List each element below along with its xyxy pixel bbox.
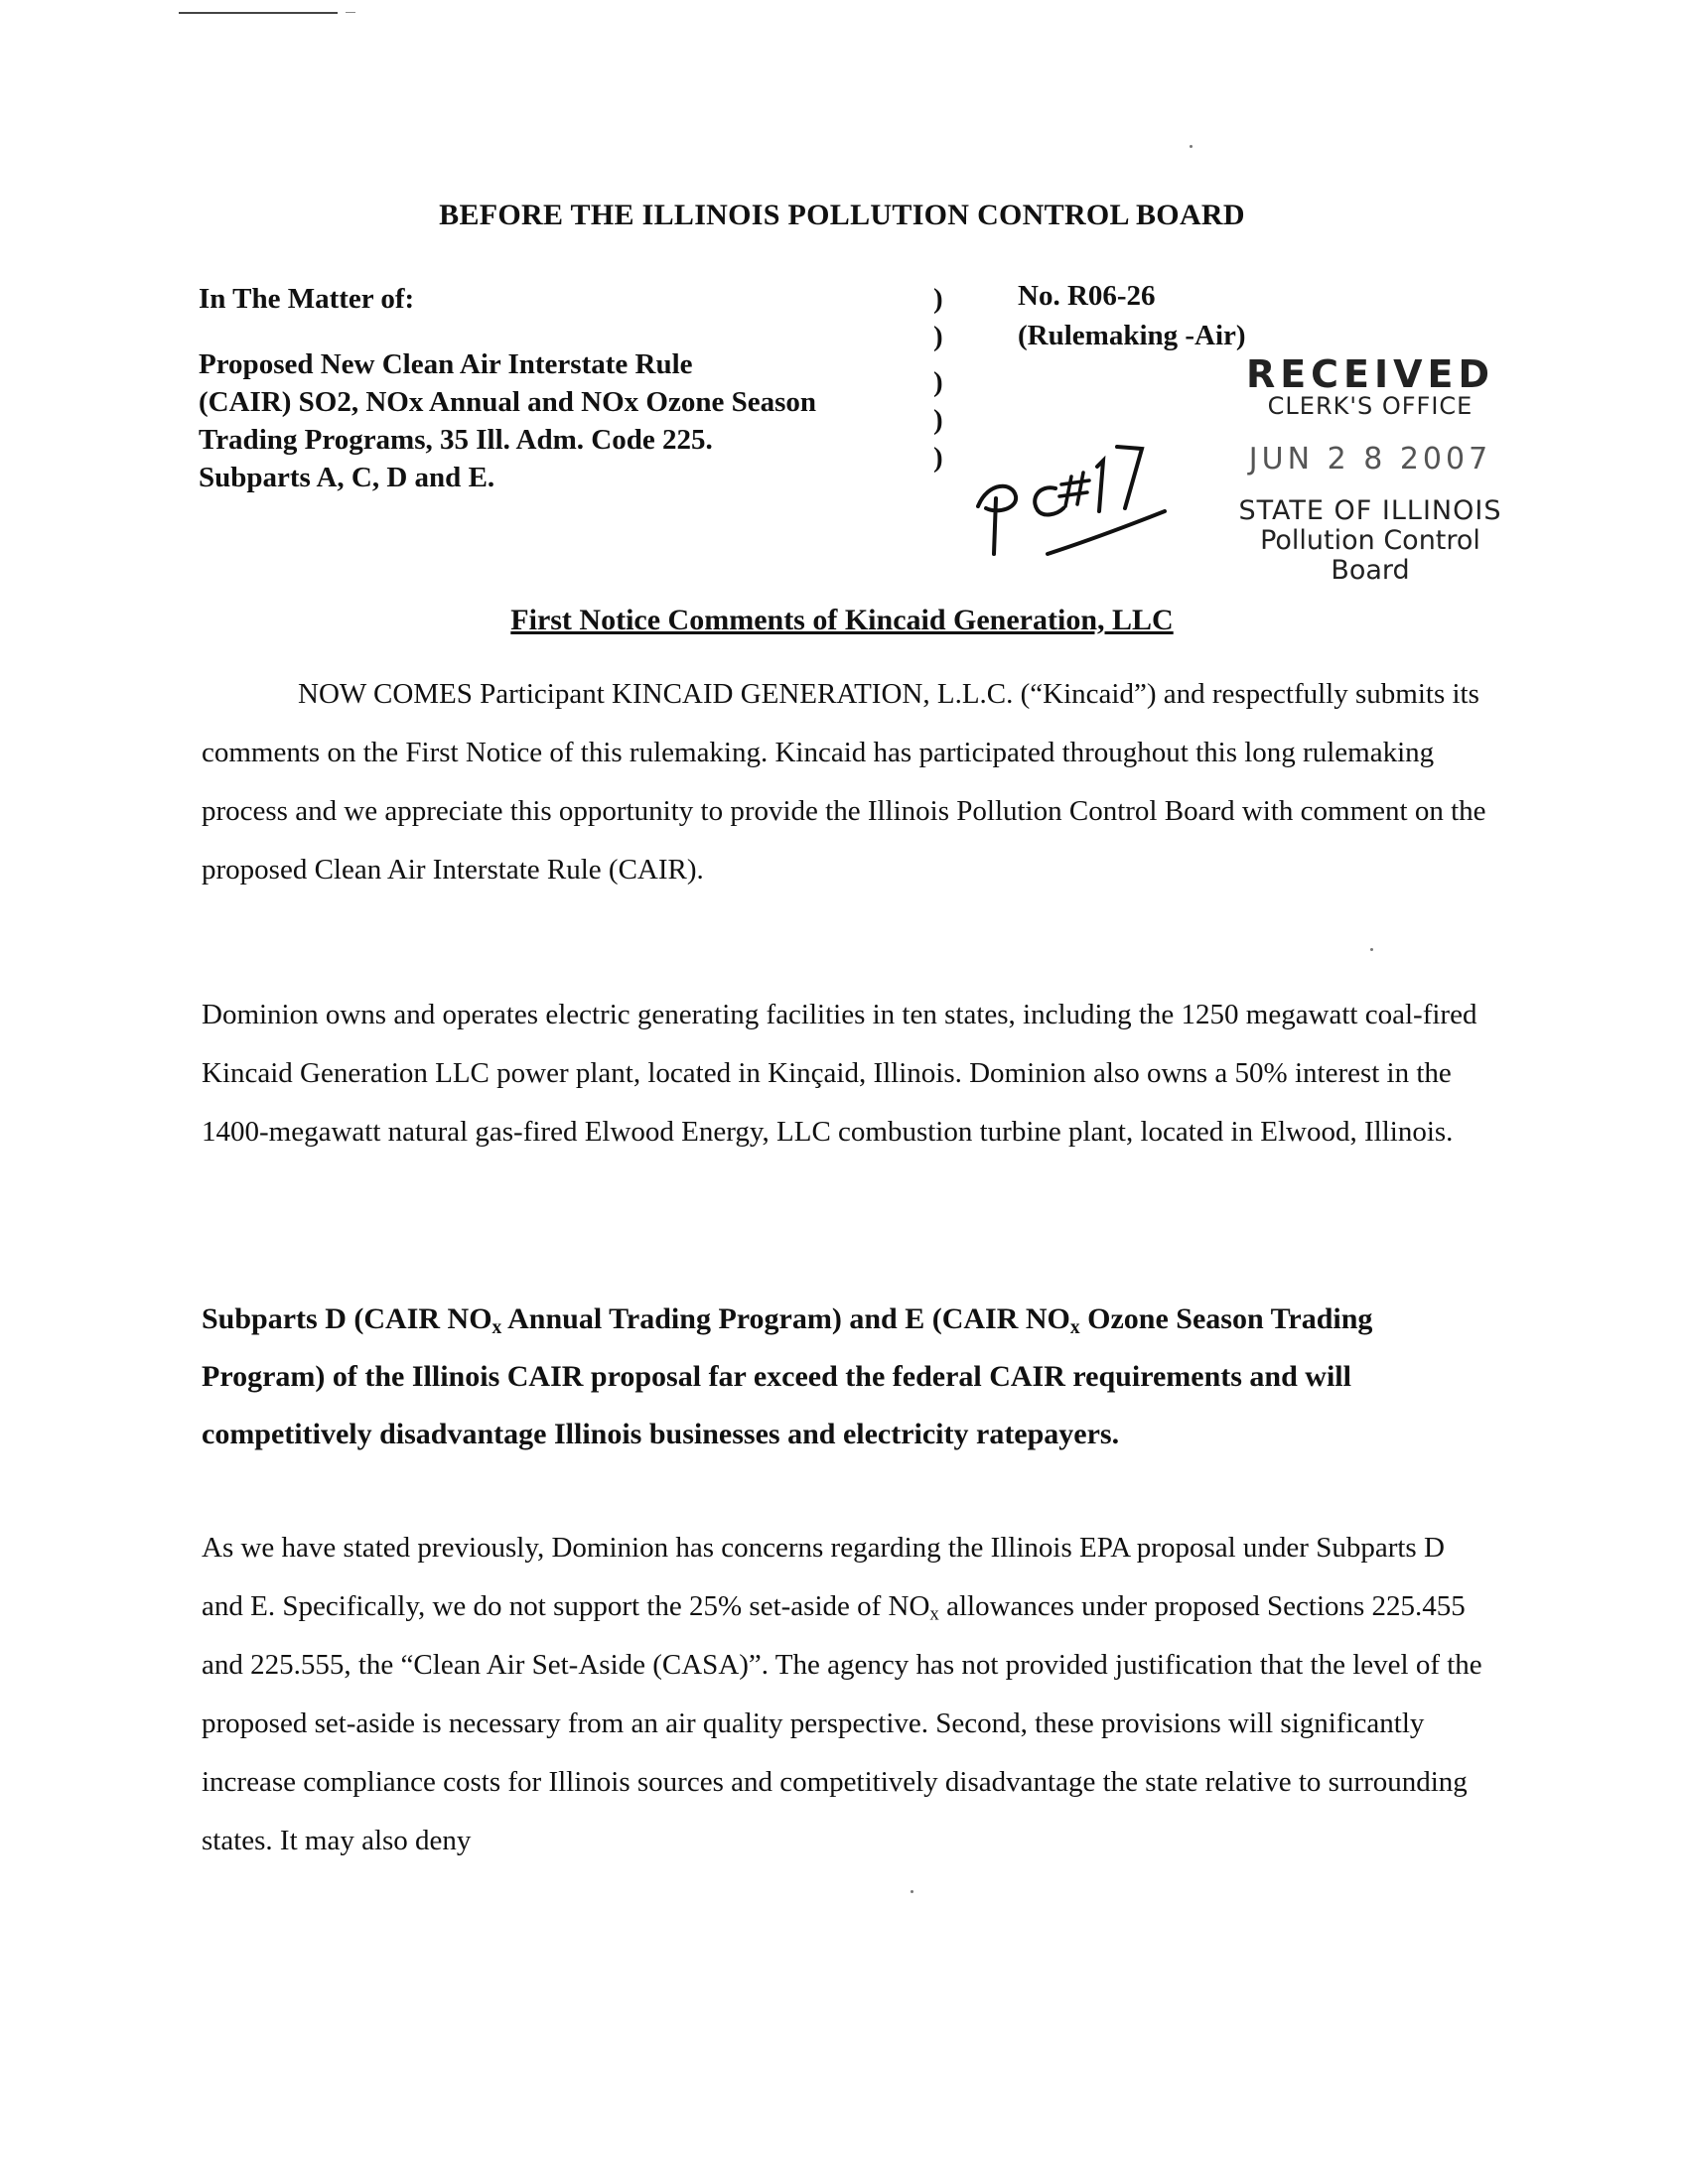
paragraph-part: As we have stated previously, Dominion has concerns regarding the Illinois EPA proposal under Subparts D and E. Specifically, we do not support the 25% set-aside of NO	[202, 1532, 1445, 1622]
description-line: Subparts A, C, D and E.	[199, 462, 495, 493]
docket-type: (Rulemaking -Air)	[1018, 320, 1246, 351]
caption-right	[1018, 276, 1246, 355]
description-line: (CAIR) SO2, NOx Annual and NOx Ozone Season	[199, 386, 816, 418]
docket-number: No. R06-26	[1018, 280, 1156, 312]
subscript: x	[1069, 1316, 1080, 1338]
paren: )	[933, 404, 943, 436]
paragraph-1: NOW COMES Participant KINCAID GENERATION, L.L.C. (“Kincaid”) and respectfully submits its comments on the First Notice of this rulemaking. Kincaid has participated throughout this long rulemaking process and we appreciate this opportunity to provide the Illinois Pollution Control Board with comment on the proposed Clean Air Interstate Rule (CAIR).	[202, 678, 1486, 886]
stamp-date: JUN 2 8 2007	[1248, 442, 1492, 477]
description-line: Proposed New Clean Air Interstate Rule	[199, 348, 693, 380]
paragraph-part: allowances under proposed Sections 225.455 and 225.555, the “Clean Air Set-Aside (CASA)”. The agency has not provided justification that the level of the proposed set-aside is necessary from an air quality perspective. Second, these provisions will significantly increase compliance costs for Illinois sources and competitively disadvantage the state relative to surrounding states. It may also deny	[202, 1590, 1482, 1856]
scan-artifact-line	[179, 12, 338, 14]
scan-speck	[911, 1890, 913, 1893]
paren: )	[933, 321, 943, 352]
matter-label: In The Matter of:	[199, 283, 415, 315]
section-subheading	[202, 1291, 1492, 1463]
paragraph-3	[202, 1519, 1492, 1870]
received-stamp	[1221, 352, 1519, 586]
stamp-clerk: CLERK'S OFFICE	[1267, 392, 1474, 420]
handwritten-annotation-pc17	[968, 437, 1187, 566]
paren: )	[933, 366, 943, 398]
subheading-part: Subparts D (CAIR NO	[202, 1302, 492, 1335]
title-text: First Notice Comments of Kincaid Generation, LLC	[510, 604, 1174, 636]
subscript: x	[491, 1316, 502, 1338]
scan-speck	[1190, 145, 1193, 148]
caption-parens	[933, 280, 943, 477]
stamp-state: STATE OF ILLINOIS	[1238, 495, 1502, 526]
paren: )	[933, 283, 943, 315]
scan-speck	[1370, 948, 1373, 951]
subheading-part: Ozone Season Trading Program) of the Illinois CAIR proposal far exceed the federal CAIR requirements and will competitively disadvantage Illinois businesses and electricity ratepayers.	[202, 1302, 1373, 1450]
stamp-board: Pollution Control Board	[1260, 525, 1480, 586]
stamp-received: RECEIVED	[1245, 352, 1495, 396]
subheading-part: Annual Trading Program) and E (CAIR NO	[501, 1302, 1070, 1335]
subscript: x	[929, 1603, 939, 1625]
document-title	[0, 604, 1684, 637]
caption-left	[199, 280, 953, 496]
scan-artifact-dash	[346, 12, 355, 13]
paren: )	[933, 442, 943, 474]
paragraph-2: Dominion owns and operates electric generating facilities in ten states, including the 1250 megawatt coal-fired Kincaid Generation LLC power plant, located in Kinçaid, Illinois. Dominion also owns a 50% interest in the 1400-megawatt natural gas-fired Elwood Energy, LLC combustion turbine plant, located in Elwood, Illinois.	[202, 999, 1477, 1148]
page-heading: BEFORE THE ILLINOIS POLLUTION CONTROL BOARD	[439, 199, 1245, 231]
description-line: Trading Programs, 35 Ill. Adm. Code 225.	[199, 424, 713, 456]
